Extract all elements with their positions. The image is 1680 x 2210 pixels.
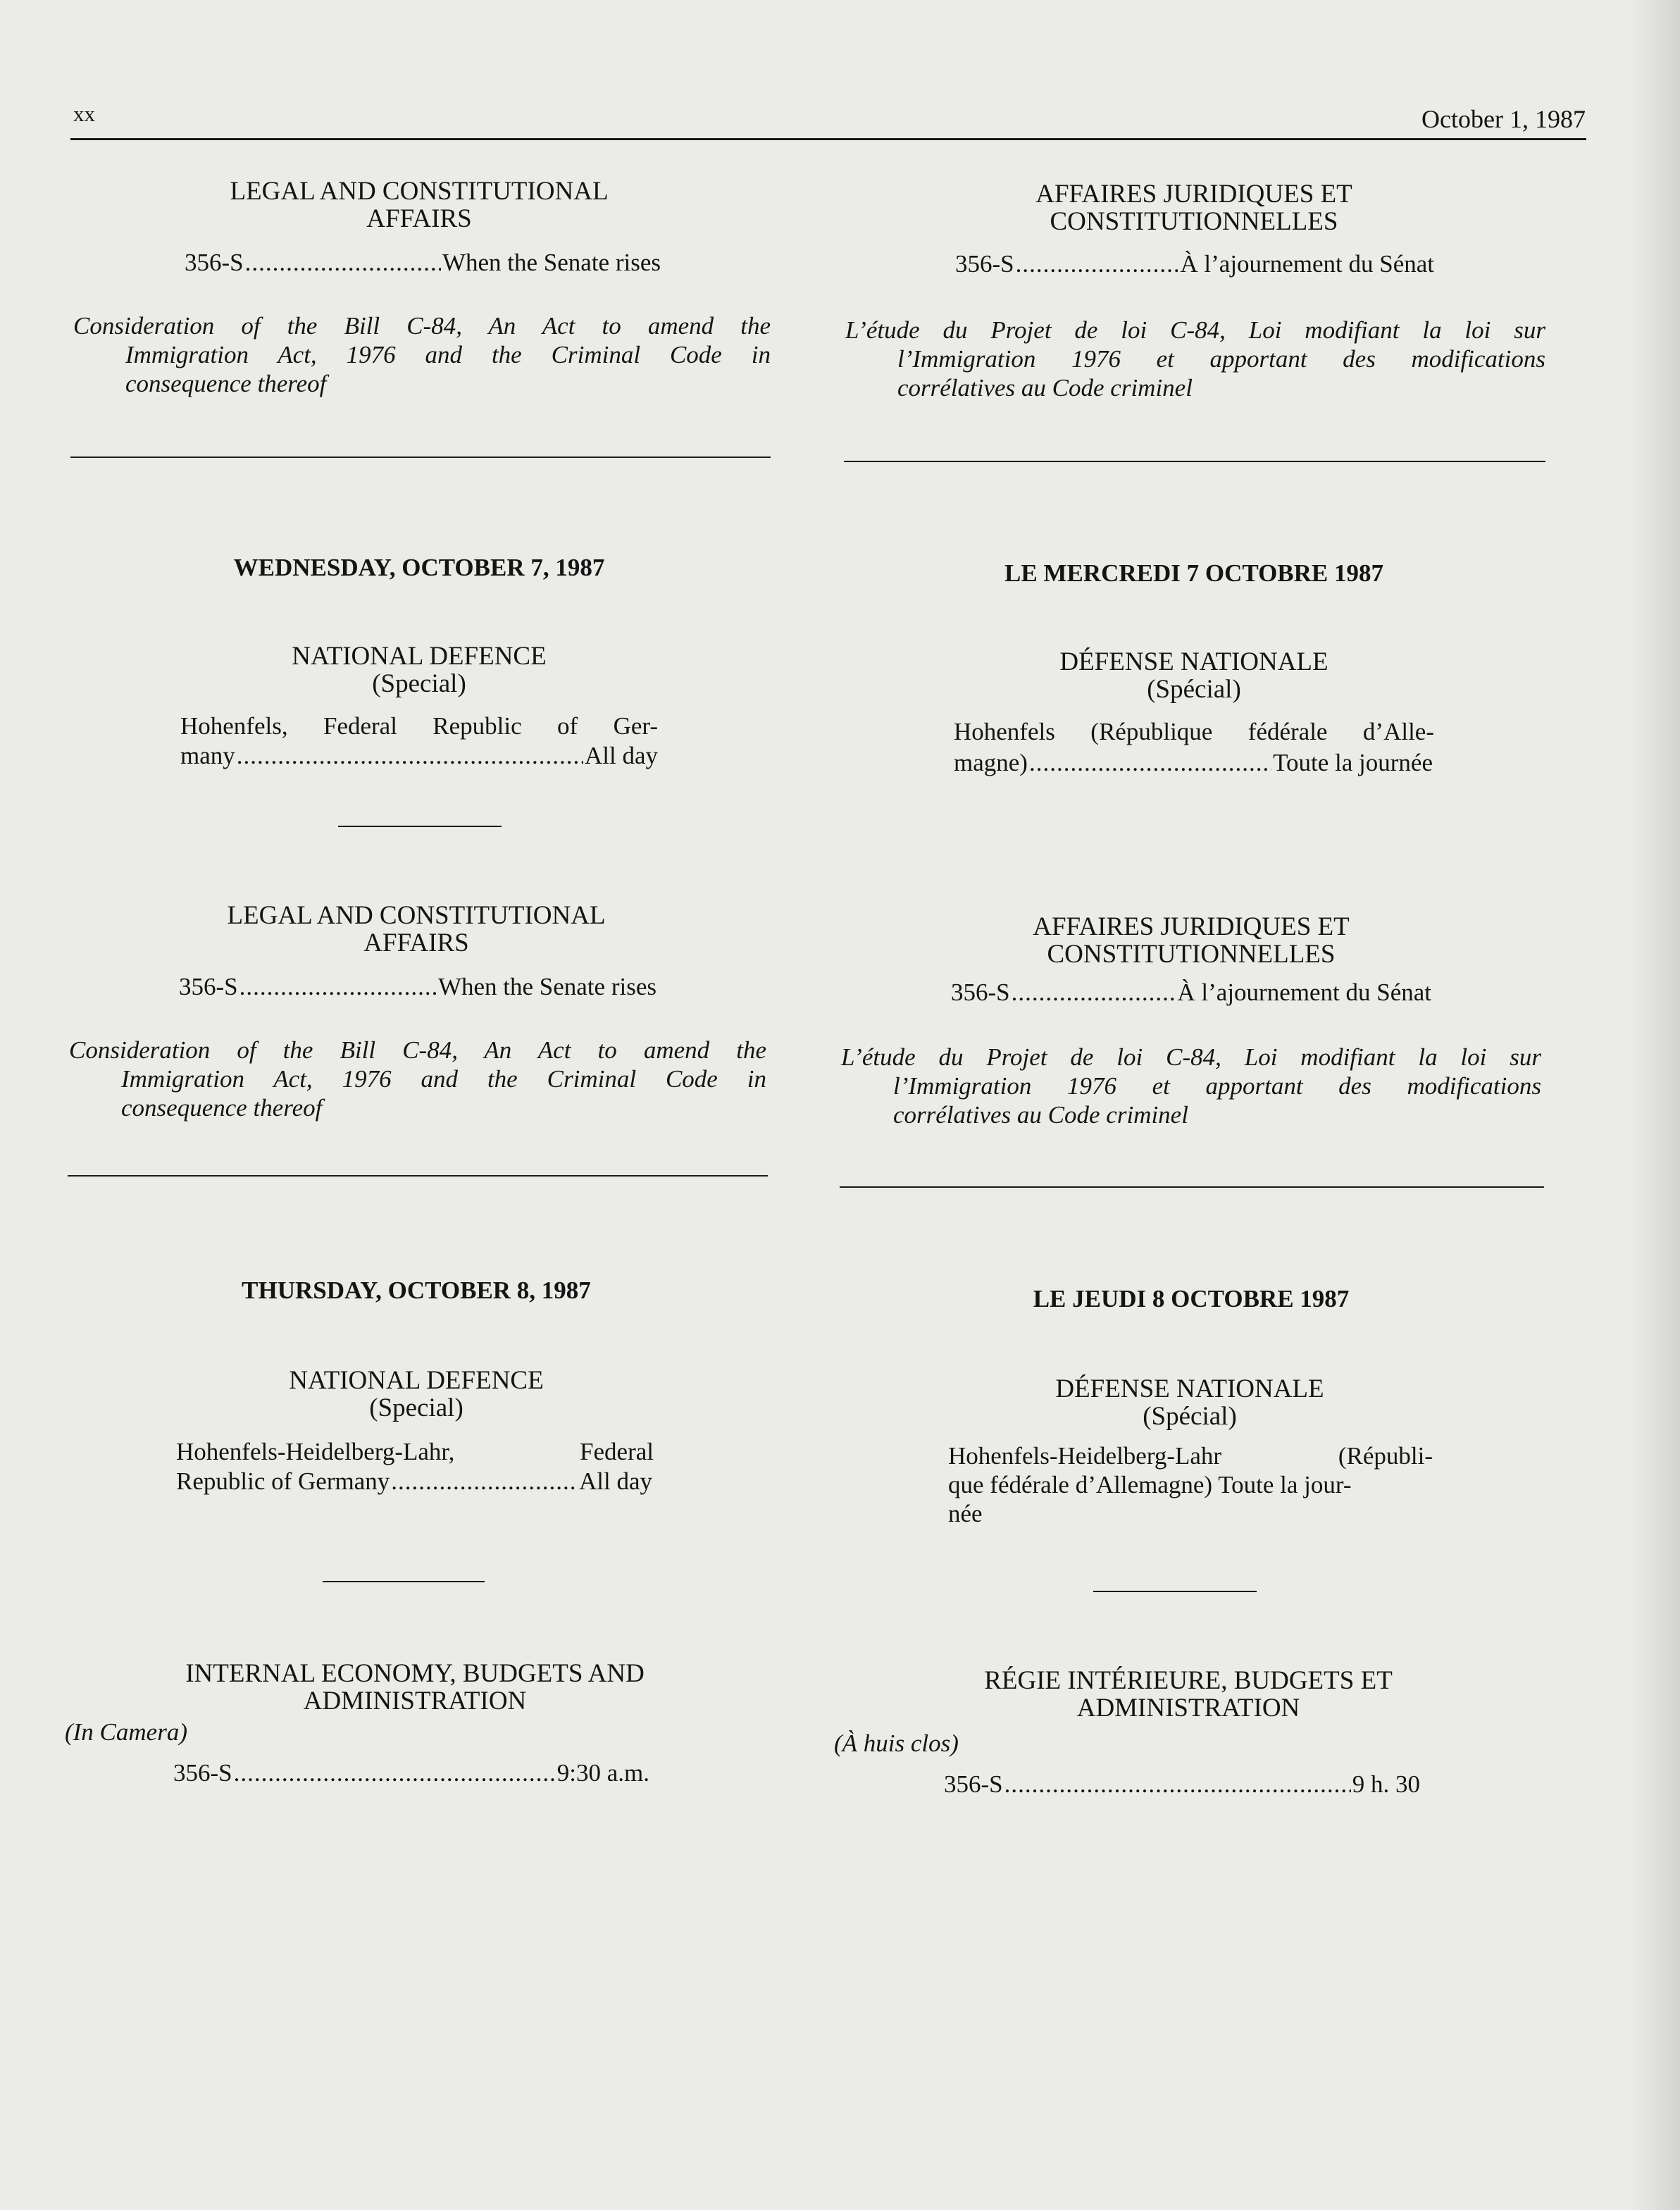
left-day1-heading: WEDNESDAY, OCTOBER 7, 1987 bbox=[233, 554, 605, 581]
right-s1-desc-line3: corrélatives au Code criminel bbox=[897, 374, 1193, 402]
left-s3-title-line2: AFFAIRS bbox=[363, 929, 469, 957]
left-s1-schedule bbox=[185, 248, 661, 277]
left-s2-title bbox=[70, 642, 768, 697]
right-section-rule-1 bbox=[844, 461, 1545, 462]
right-s3-title-line2: CONSTITUTIONNELLES bbox=[1047, 940, 1336, 969]
right-s5-time: 9 h. 30 bbox=[1352, 1770, 1420, 1798]
left-s4-schedule bbox=[176, 1467, 652, 1496]
right-s4-place bbox=[948, 1441, 1433, 1528]
right-s3-desc-line1: L’étude du Projet de loi C-84, Loi modifiant la loi sur bbox=[841, 1043, 1541, 1071]
right-s5-note: (À huis clos) bbox=[834, 1730, 959, 1757]
leader-dots bbox=[237, 741, 583, 770]
leader-dots bbox=[1004, 1770, 1351, 1799]
right-section-rule-2 bbox=[840, 1186, 1544, 1188]
left-day2-heading: THURSDAY, OCTOBER 8, 1987 bbox=[242, 1277, 591, 1304]
right-s4-place-line1: Hohenfels-Heidelberg-Lahr (Républi- bbox=[948, 1442, 1433, 1470]
left-s1-title-line1: LEGAL AND CONSTITUTIONAL bbox=[230, 177, 609, 206]
right-s4-place-line2: que fédérale d’Allemagne) Toute la jour- bbox=[948, 1471, 1352, 1498]
right-s3-schedule bbox=[951, 978, 1431, 1007]
right-s4-subtitle: (Spécial) bbox=[1143, 1402, 1237, 1431]
left-section-rule-2 bbox=[68, 1175, 768, 1177]
left-s2-place-line1: Hohenfels, Federal Republic of Ger- bbox=[180, 712, 658, 740]
leader-dots bbox=[1029, 748, 1271, 777]
right-s5-title-line2: ADMINISTRATION bbox=[1076, 1694, 1300, 1722]
left-s4-title-text: NATIONAL DEFENCE bbox=[289, 1366, 544, 1395]
right-s5-title bbox=[840, 1667, 1537, 1722]
right-s3-room: 356-S bbox=[951, 979, 1010, 1006]
left-section-rule-1 bbox=[70, 457, 771, 458]
left-s5-schedule bbox=[173, 1758, 649, 1787]
page-date: October 1, 1987 bbox=[1421, 105, 1586, 133]
left-s5-room: 356-S bbox=[173, 1759, 232, 1787]
right-s4-title-text: DÉFENSE NATIONALE bbox=[1055, 1374, 1324, 1403]
left-s2-subtitle: (Special) bbox=[372, 669, 466, 698]
left-s5-title bbox=[66, 1660, 764, 1715]
right-s3-title bbox=[842, 913, 1540, 968]
right-s2-schedule bbox=[954, 748, 1433, 777]
right-s1-room: 356-S bbox=[955, 250, 1014, 278]
left-s1-desc-line1: Consideration of the Bill C-84, An Act to amend the bbox=[73, 312, 771, 340]
left-s1-room: 356-S bbox=[185, 249, 244, 276]
left-s5-time: 9:30 a.m. bbox=[556, 1759, 649, 1787]
left-s1-description bbox=[73, 311, 771, 398]
left-s4-time: All day bbox=[578, 1467, 652, 1495]
left-s2-place-line2: many bbox=[180, 742, 235, 769]
right-short-rule bbox=[1093, 1591, 1257, 1592]
right-s2-place-line2: magne) bbox=[954, 749, 1028, 776]
left-s4-place bbox=[176, 1437, 654, 1466]
right-s1-desc-line1: L’étude du Projet de loi C-84, Loi modifiant la loi sur bbox=[845, 316, 1545, 344]
left-s2-place bbox=[180, 712, 658, 740]
left-s1-title-line2: AFFAIRS bbox=[366, 204, 472, 233]
right-s2-time: Toute la journée bbox=[1273, 749, 1433, 776]
left-s2-time: All day bbox=[584, 742, 658, 769]
leader-dots bbox=[1012, 978, 1176, 1007]
left-s3-time: When the Senate rises bbox=[437, 973, 657, 1000]
left-s5-title-line1: INTERNAL ECONOMY, BUDGETS AND bbox=[185, 1659, 645, 1688]
right-s5-title-line1: RÉGIE INTÉRIEURE, BUDGETS ET bbox=[984, 1666, 1393, 1695]
left-short-rule-1 bbox=[338, 826, 502, 827]
right-s1-title-line1: AFFAIRES JURIDIQUES ET bbox=[1035, 180, 1352, 209]
left-s4-place-line2: Republic of Germany bbox=[176, 1467, 390, 1495]
left-s4-title bbox=[68, 1367, 765, 1422]
leader-dots bbox=[1016, 249, 1179, 278]
leader-dots bbox=[245, 248, 441, 277]
leader-dots bbox=[234, 1758, 556, 1787]
left-s5-title-line2: ADMINISTRATION bbox=[303, 1687, 527, 1715]
left-s1-desc-line2: Immigration Act, 1976 and the Criminal Code in bbox=[125, 341, 771, 368]
right-day1-heading: LE MERCREDI 7 OCTOBRE 1987 bbox=[1004, 559, 1384, 587]
left-s1-desc-line3: consequence thereof bbox=[125, 370, 327, 397]
left-s3-schedule bbox=[179, 972, 657, 1001]
right-s4-place-line3: née bbox=[948, 1500, 983, 1527]
right-s3-time: À l’ajournement du Sénat bbox=[1177, 979, 1431, 1006]
right-s1-desc-line2: l’Immigration 1976 et apportant des modifications bbox=[897, 345, 1545, 373]
right-s1-description bbox=[845, 316, 1545, 402]
page-number: xx bbox=[73, 101, 95, 126]
right-day2-heading: LE JEUDI 8 OCTOBRE 1987 bbox=[1033, 1285, 1350, 1312]
left-s3-room: 356-S bbox=[179, 973, 238, 1000]
left-s1-title bbox=[70, 178, 768, 232]
left-s1-time: When the Senate rises bbox=[442, 249, 661, 276]
left-s3-desc-line3: consequence thereof bbox=[121, 1094, 323, 1122]
left-s5-note: (In Camera) bbox=[65, 1718, 187, 1746]
right-s2-place bbox=[954, 717, 1434, 746]
left-s2-schedule bbox=[180, 741, 658, 770]
leader-dots bbox=[239, 972, 437, 1001]
page-edge-shadow bbox=[1631, 0, 1680, 2210]
right-s5-schedule bbox=[944, 1770, 1420, 1799]
right-s4-title bbox=[841, 1375, 1538, 1430]
left-s3-title-line1: LEGAL AND CONSTITUTIONAL bbox=[227, 901, 606, 930]
right-s1-title bbox=[845, 180, 1543, 235]
leader-dots bbox=[391, 1467, 578, 1496]
right-s2-subtitle: (Spécial) bbox=[1147, 675, 1241, 704]
right-s2-title-text: DÉFENSE NATIONALE bbox=[1059, 647, 1329, 676]
right-s3-desc-line3: corrélatives au Code criminel bbox=[893, 1101, 1188, 1129]
header-rule bbox=[70, 138, 1586, 140]
left-s4-place-line1: Hohenfels-Heidelberg-Lahr, Federal bbox=[176, 1438, 654, 1465]
left-s2-title-text: NATIONAL DEFENCE bbox=[292, 642, 547, 671]
right-s1-schedule bbox=[955, 249, 1434, 278]
right-s3-desc-line2: l’Immigration 1976 et apportant des modifications bbox=[893, 1072, 1541, 1100]
left-s3-desc-line1: Consideration of the Bill C-84, An Act to amend the bbox=[69, 1036, 766, 1064]
left-s3-description bbox=[69, 1036, 766, 1122]
right-s3-title-line1: AFFAIRES JURIDIQUES ET bbox=[1033, 912, 1350, 941]
left-s4-subtitle: (Special) bbox=[369, 1393, 463, 1422]
right-s2-place-line1: Hohenfels (République fédérale d’Alle- bbox=[954, 718, 1434, 745]
right-s1-title-line2: CONSTITUTIONNELLES bbox=[1050, 207, 1338, 236]
right-s5-room: 356-S bbox=[944, 1770, 1003, 1798]
left-short-rule-2 bbox=[323, 1581, 485, 1582]
left-s3-desc-line2: Immigration Act, 1976 and the Criminal Code in bbox=[121, 1065, 766, 1093]
right-s3-description bbox=[841, 1043, 1541, 1129]
right-s1-time: À l’ajournement du Sénat bbox=[1180, 250, 1434, 278]
right-s2-title bbox=[845, 648, 1543, 703]
left-s3-title bbox=[68, 902, 765, 957]
